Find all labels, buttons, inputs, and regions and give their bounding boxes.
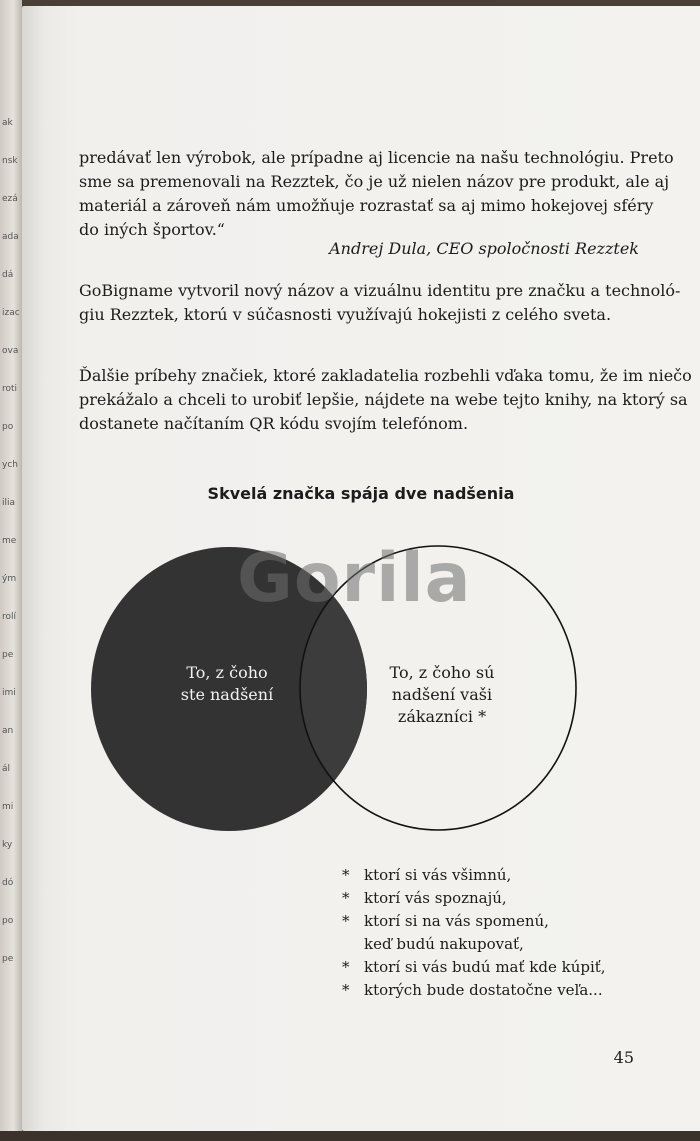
footnote-list [340,864,606,1002]
watermark-logo: Gorila [237,539,472,618]
left-page-fragment: imi [2,688,16,698]
left-page-fragment: dó [2,878,14,888]
left-page-fragment: po [2,422,14,432]
left-page-fragment: ky [2,840,13,850]
left-page-fragment: roti [2,384,18,394]
left-page-fragment: mi [2,802,14,812]
asterisk-marker: * [342,889,350,907]
book-page [22,6,700,1131]
left-page-fragment: ezá [2,194,18,204]
paragraph-line: GoBigname vytvoril nový názov a vizuálnu identitu pre značku a technoló- [79,281,681,300]
footnote-text: ktorých bude dostatočne veľa... [364,981,603,999]
footnote-item [340,979,606,1002]
page-number: 45 [613,1048,634,1067]
left-page-fragment: po [2,916,14,926]
venn-label-line: ste nadšení [180,685,274,704]
footnote-text: keď budú nakupovať, [364,935,524,953]
quote-attribution: Andrej Dula, CEO spoločnosti Rezztek [329,239,639,258]
left-page-fragment: ada [2,232,19,242]
left-page-fragment: pe [2,650,14,660]
venn-label-line: zákazníci * [397,707,487,726]
left-page-fragment: ým [2,574,17,584]
paragraph-line: Ďalšie príbehy značiek, ktoré zakladatelia rozbehli vďaka tomu, že im niečo [79,366,692,385]
footnote-text: ktorí si vás budú mať kde kúpiť, [364,958,606,976]
asterisk-marker: * [342,958,350,976]
asterisk-marker: * [342,981,350,999]
paragraph-line: dostanete načítaním QR kódu svojím telefónom. [79,414,469,433]
footnote-text: ktorí si vás všimnú, [364,866,512,884]
venn-label-self [162,662,292,706]
left-page-fragment: rolí [2,612,17,622]
asterisk-marker: * [342,866,350,884]
left-page-fragment: nsk [2,156,18,166]
venn-label-line: To, z čoho [186,663,268,682]
quote-line: materiál a zároveň nám umožňuje rozrastať sa aj mimo hokejovej sféry [79,196,654,215]
table-surface [0,1131,700,1141]
adjacent-page-edge [0,0,22,1141]
venn-label-line: nadšení vaši [391,685,493,704]
left-page-fragment: an [2,726,14,736]
paragraph-gobigname [79,279,681,327]
left-page-fragment: dá [2,270,14,280]
asterisk-marker: * [342,912,350,930]
footnote-item [340,864,606,887]
footnote-text: ktorí si na vás spomenú, [364,912,549,930]
left-page-fragment: pe [2,954,14,964]
paragraph-more-stories [79,364,692,436]
paragraph-line: giu Rezztek, ktorú v súčasnosti využívajú hokejisti z celého sveta. [79,305,612,324]
diagram-title: Skvelá značka spája dve nadšenia [207,484,515,503]
footnote-item [340,956,606,979]
left-page-fragment: ova [2,346,19,356]
venn-label-customers [362,662,522,728]
left-page-fragment: me [2,536,17,546]
quote-line: sme sa premenovali na Rezztek, čo je už nielen názov pre produkt, ale aj [79,172,670,191]
footnote-text: ktorí vás spoznajú, [364,889,507,907]
left-page-fragment: ych [2,460,18,470]
footnote-item [340,887,606,910]
left-page-fragment: ál [2,764,11,774]
left-page-fragment: ak [2,118,13,128]
venn-label-line: To, z čoho sú [389,663,495,682]
quote-text [79,146,674,242]
quote-line: predávať len výrobok, ale prípadne aj licencie na našu technológiu. Preto [79,148,674,167]
left-page-fragment: izac [2,308,20,318]
left-page-fragment: ilia [2,498,16,508]
quote-line: do iných športov.“ [79,220,225,239]
paragraph-line: prekážalo a chceli to urobiť lepšie, nájdete na webe tejto knihy, na ktorý sa [79,390,688,409]
footnote-item [340,910,606,956]
